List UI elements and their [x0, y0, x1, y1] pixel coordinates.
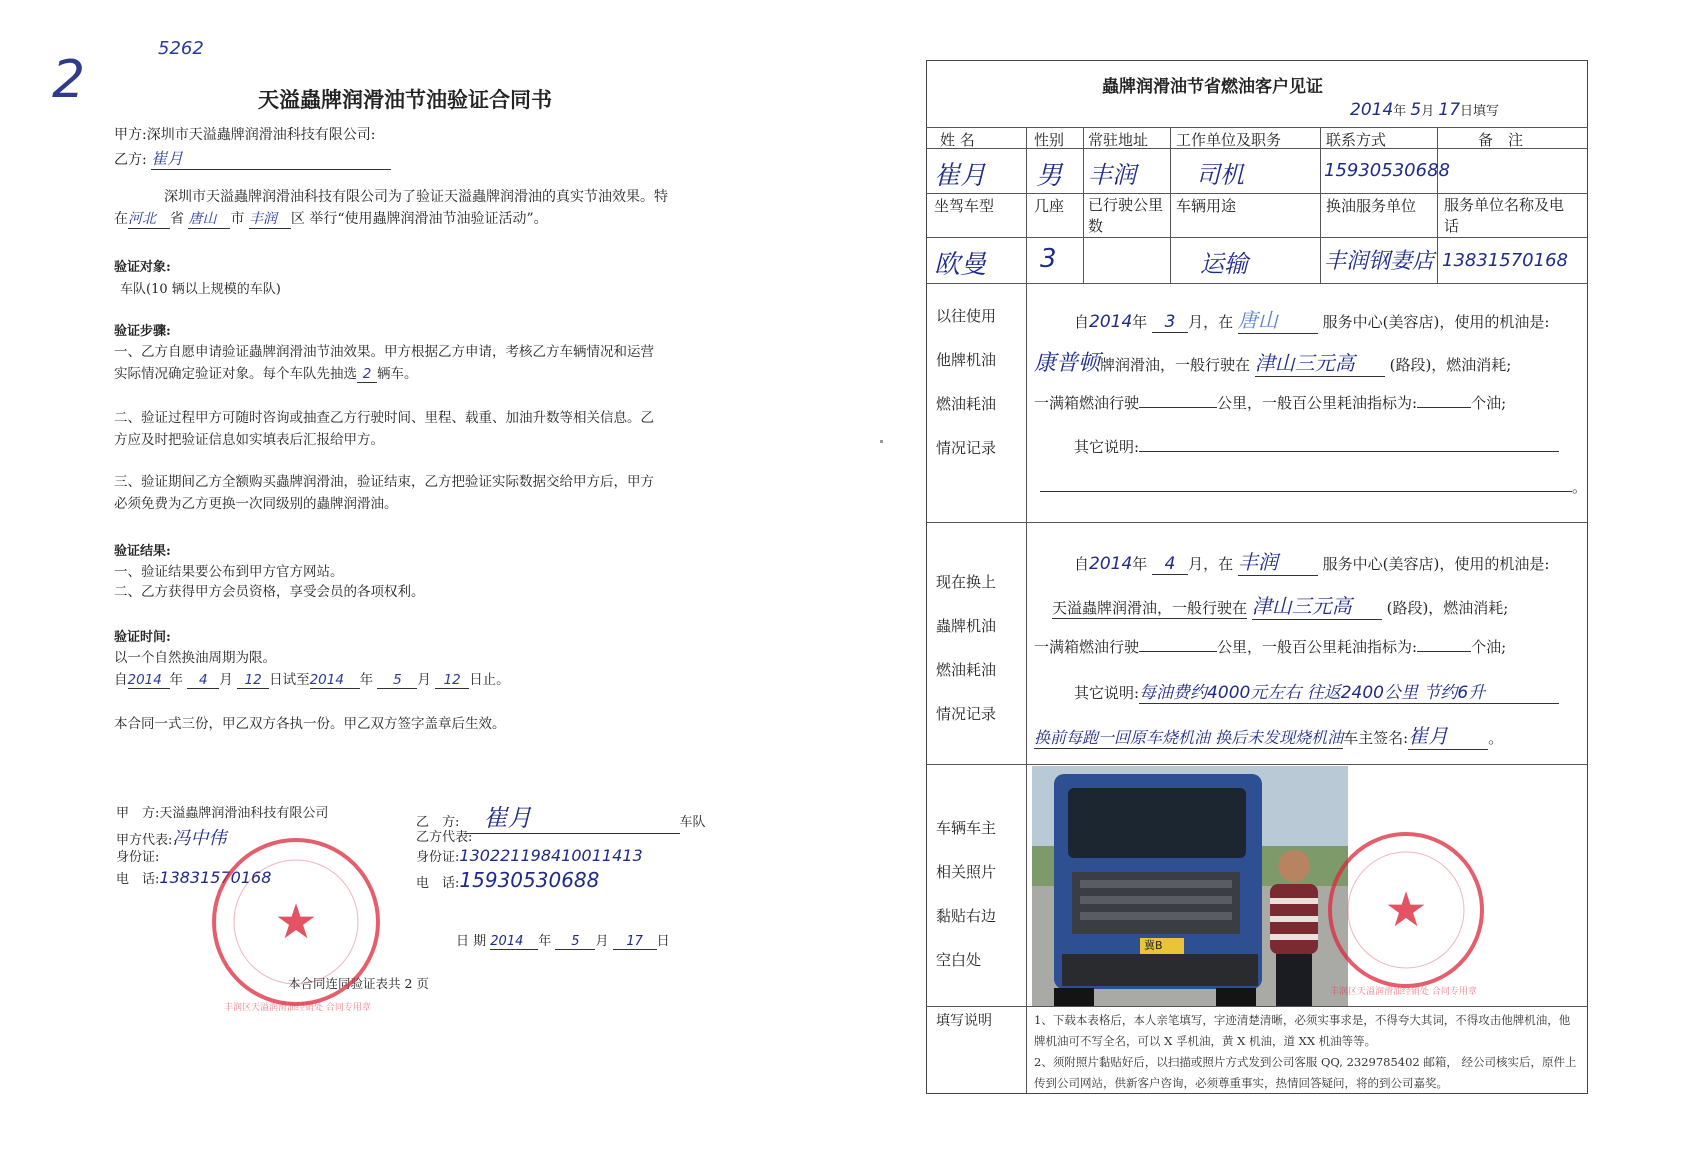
sig-a-rep-label: 甲方代表:: [116, 833, 173, 848]
step3-line1: 三、验证期间乙方全额购买蟲牌润滑油，验证结束，乙方把验证实际数据交给甲方后，甲方: [114, 474, 654, 490]
now-side-1: 现在换上: [936, 573, 997, 591]
now-month: 4: [1152, 554, 1188, 575]
start-year-unit: 年: [169, 672, 183, 688]
past-line3-end: ;: [1501, 394, 1507, 412]
now-oil: 个油: [1471, 638, 1502, 656]
date-label: 日 期: [456, 934, 487, 949]
photo-side-3: 黏贴右边: [936, 907, 997, 925]
grid-line: [1083, 127, 1084, 283]
value-gender: 男: [1036, 161, 1063, 191]
intro-line-2: [114, 208, 548, 229]
period-to: 日试至: [269, 672, 310, 688]
past-year-unit: 年: [1132, 313, 1148, 331]
sign-date-line: [456, 930, 670, 950]
now-place: 丰润: [1238, 546, 1318, 576]
owner-sign-label: 车主签名:: [1343, 729, 1409, 747]
header-seats: 几座: [1034, 197, 1065, 215]
owner-signature: 崔月: [1408, 720, 1488, 750]
now-range-prefix: 一满箱燃油行驶: [1034, 638, 1140, 656]
license-plate: 冀B: [1144, 939, 1163, 952]
steps-heading: 验证步骤:: [114, 324, 171, 339]
result-2: 二、乙方获得甲方会员资格，享受会员的各项权利。: [114, 584, 425, 600]
sig-a-id-label: 身份证:: [116, 850, 160, 865]
fill-date: [1350, 100, 1499, 120]
now-road-suffix: (路段)，燃油消耗;: [1386, 599, 1509, 617]
end-year: 2014: [310, 672, 360, 689]
fill-note-1: 1、下载本表格后，本人亲笔填写，字迹清楚清晰，必须实事求是，不得夸大其词，不得攻击他牌机油，他牌机油可不写全名，可以 X 孚机油，黄 X 机油，道 XX 机油等等。: [1034, 1013, 1571, 1048]
party-a-name: 深圳市天溢蟲牌润滑油科技有限公司:: [146, 127, 376, 143]
past-line5-end: 。: [1572, 478, 1588, 496]
object-text: 车队(10 辆以上规模的车队): [120, 282, 281, 297]
intro-text: 深圳市天溢蟲牌润滑油科技有限公司为了验证天溢蟲牌润滑油的真实节油效果。特: [164, 189, 668, 205]
scan-mark: [880, 440, 883, 443]
now-line-2: [1052, 590, 1508, 620]
now-line5-end: 。: [1488, 729, 1504, 747]
step1-suffix: 辆车。: [377, 366, 418, 382]
past-range-prefix: 一满箱燃油行驶: [1034, 394, 1140, 412]
grid-line: [1437, 127, 1438, 283]
star-icon: ★: [274, 894, 318, 950]
past-month: 3: [1152, 312, 1188, 333]
start-month: 4: [187, 672, 219, 689]
header-gender: 性别: [1034, 131, 1065, 149]
header-employer: 工作单位及职务: [1176, 131, 1282, 149]
step1-line2: [114, 362, 418, 383]
past-mid: 牌润滑油，一般行驶在: [1100, 356, 1251, 374]
header-service-contact: 服务单位名称及电话: [1444, 196, 1565, 235]
header-contact: 联系方式: [1326, 131, 1387, 149]
header-service-unit: 换油服务单位: [1326, 197, 1417, 215]
district-suffix: 区 举行“使用蟲牌润滑油节油验证活动”。: [290, 211, 548, 227]
right-seal-text: 丰润区天溢润滑油经销处 合同专用章: [1330, 987, 1477, 997]
header-name: 姓 名: [940, 131, 975, 149]
past-other-label: 其它说明:: [1074, 438, 1140, 456]
copies-text: 本合同一式三份，甲乙双方各执一份。甲乙双方签字盖章后生效。: [114, 716, 506, 732]
end-month-unit: 月: [417, 672, 431, 688]
result-heading: 验证结果:: [114, 544, 171, 559]
now-line-3: [1034, 636, 1506, 657]
now-other-label: 其它说明:: [1074, 684, 1140, 702]
notes-side: 填写说明: [936, 1013, 992, 1029]
now-line3-end: ;: [1501, 638, 1507, 656]
past-brand: 康普顿: [1034, 351, 1101, 376]
past-side-3: 燃油耗油: [936, 395, 997, 413]
header-mileage: 已行驶公里数: [1088, 196, 1164, 235]
now-month-unit: 月，在: [1188, 555, 1234, 573]
sig-b-id: 130221198410011413: [459, 846, 643, 865]
now-brand: 天溢蟲牌: [1052, 599, 1113, 617]
past-month-unit: 月，在: [1188, 313, 1234, 331]
sig-b-id-line: [416, 846, 643, 865]
value-name: 崔月: [934, 161, 987, 191]
fill-month-unit: 月: [1421, 104, 1435, 119]
header-address: 常驻地址: [1088, 131, 1149, 149]
contract-title: 天溢蟲牌润滑油节油验证合同书: [258, 87, 552, 112]
past-side-1: 以往使用: [936, 307, 997, 325]
period-end: 日止。: [469, 672, 510, 688]
past-line-3: [1034, 392, 1506, 413]
value-vehicle-model: 欧曼: [934, 250, 987, 280]
sig-b-label: 乙 方:: [416, 815, 460, 830]
start-year: 2014: [128, 672, 170, 689]
date-year-unit: 年: [538, 934, 552, 949]
city-suffix: 市: [230, 211, 245, 227]
past-km: 公里，一般百公里耗油指标为:: [1217, 394, 1418, 412]
result-1: 一、验证结果要公布到甲方官方网站。: [114, 564, 344, 580]
party-a-label: 甲方:: [114, 127, 147, 143]
intro-prefix: 在: [114, 211, 128, 227]
past-place: 唐山: [1238, 304, 1318, 334]
past-oil: 个油: [1471, 394, 1502, 412]
now-other-note-2: 换前每跑一回原车烧机油 换后未发现烧机油: [1034, 725, 1343, 749]
footer-note: 本合同连同验证表共 2 页: [288, 976, 429, 991]
grid-line: [1170, 127, 1171, 283]
fill-year-unit: 年: [1393, 104, 1407, 119]
now-suffix: 服务中心(美容店)，使用的机油是:: [1322, 555, 1550, 573]
step2-line2: 方应及时把验证信息如实填表后汇报给甲方。: [114, 432, 384, 448]
now-year: 2014: [1089, 554, 1133, 574]
value-contact: 15930530688: [1324, 160, 1450, 181]
grid-line: [1026, 127, 1027, 1093]
period-line: [114, 668, 510, 689]
past-road: 津山三元高: [1255, 347, 1385, 377]
now-line-4: [1074, 678, 1559, 704]
past-suffix: 服务中心(美容店)，使用的机油是:: [1322, 313, 1550, 331]
now-road: 津山三元高: [1252, 590, 1382, 620]
star-icon: ★: [1384, 882, 1428, 938]
step1-count: 2: [357, 366, 377, 383]
end-year-unit: 年: [359, 672, 374, 688]
end-day: 12: [435, 672, 469, 689]
past-prefix: 自: [1074, 313, 1090, 331]
sig-b-id-label: 身份证:: [416, 850, 460, 865]
now-side-2: 蟲牌机油: [936, 617, 997, 635]
province-value: 河北: [128, 208, 170, 229]
value-usage: 运输: [1200, 250, 1248, 278]
sig-b-phone-label: 电 话:: [416, 876, 460, 891]
sig-a-rep: 冯中伟: [172, 828, 227, 849]
object-heading: 验证对象:: [114, 260, 171, 275]
sig-a-line: [116, 802, 328, 821]
left-seal-text: 丰润区天溢润滑油经销处 合同专用章: [224, 1003, 371, 1013]
value-seats: 3: [1040, 244, 1057, 274]
past-line-5: [1040, 476, 1587, 497]
step2-line1: 二、验证过程甲方可随时咨询或抽查乙方行驶时间、里程、载重、加油升数等相关信息。乙: [114, 410, 654, 426]
date-month: 5: [555, 934, 595, 950]
date-month-unit: 月: [595, 934, 609, 949]
sig-a-phone: 13831570168: [159, 868, 272, 887]
company-seal-right: [1328, 832, 1484, 988]
district-value: 丰润: [249, 208, 291, 229]
value-service-unit: 丰润钢妻店: [1324, 249, 1435, 274]
photo-side-1: 车辆车主: [936, 819, 997, 837]
past-road-suffix: (路段)，燃油消耗;: [1389, 356, 1512, 374]
past-year: 2014: [1089, 312, 1133, 332]
city-value: 唐山: [188, 208, 230, 229]
past-line-2: [1034, 346, 1511, 377]
past-line-1: [1074, 304, 1549, 334]
party-a-line: [114, 124, 375, 144]
truck-photo-image: [1032, 766, 1348, 1006]
date-day-unit: 日: [656, 934, 670, 949]
step3-line2: 必须免费为乙方更换一次同级别的蟲牌润滑油。: [114, 496, 398, 512]
now-other-note: 每油费约4000元左右 往返2400公里 节约6升: [1139, 678, 1559, 704]
now-km: 公里，一般百公里耗油指标为:: [1217, 638, 1418, 656]
party-b-name: 崔月: [151, 146, 391, 170]
fill-year: 2014: [1350, 100, 1394, 120]
date-year: 2014: [490, 934, 538, 950]
past-side-4: 情况记录: [936, 439, 997, 457]
value-address: 丰润: [1088, 161, 1136, 189]
sig-a-label: 甲 方:: [116, 806, 160, 821]
sig-b-phone: 15930530688: [459, 868, 600, 892]
date-day: 17: [613, 934, 657, 950]
party-b-line: [114, 146, 391, 170]
start-month-unit: 月: [219, 672, 233, 688]
header-usage: 车辆用途: [1176, 197, 1237, 215]
now-mid: 润滑油，一般行驶在: [1112, 599, 1248, 617]
time-heading: 验证时间:: [114, 630, 171, 645]
now-prefix: 自: [1074, 555, 1090, 573]
period-prefix: 自: [114, 672, 128, 688]
now-line-5: [1034, 720, 1503, 750]
value-employer: 司机: [1196, 161, 1244, 189]
time-text: 以一个自然换油周期为限。: [114, 650, 276, 666]
past-side-2: 他牌机油: [936, 351, 997, 369]
now-year-unit: 年: [1132, 555, 1148, 573]
now-side-4: 情况记录: [936, 705, 997, 723]
fill-suffix: 日填写: [1460, 104, 1500, 119]
company-seal: [212, 838, 380, 1006]
start-day: 12: [237, 672, 269, 689]
past-line-4: [1074, 436, 1559, 457]
province-suffix: 省: [170, 211, 184, 227]
value-service-contact: 13831570168: [1442, 250, 1568, 271]
sig-a-phone-label: 电 话:: [116, 872, 160, 887]
step1-prefix: 实际情况确定验证对象。每个车队先抽选: [114, 366, 357, 382]
fill-note-2: 2、须附照片黏贴好后，以扫描或照片方式发到公司客服 QQ, 2329785402 邮箱， 经公司核实后，原件上传到公司网站，供新客户咨询，必须尊重事实，热情回答疑问，将的到公司嘉奖。: [1034, 1055, 1577, 1090]
corner-note: 5262: [158, 38, 204, 59]
sig-b-phone-line: [416, 868, 599, 892]
step1-line1: 一、乙方自愿申请验证蟲牌润滑油节油效果。甲方根据乙方申请，考核乙方车辆情况和运营: [114, 344, 654, 360]
truck-owner-photo: [1032, 766, 1348, 1006]
fill-day: 17: [1438, 100, 1461, 120]
sig-b-name: 崔月: [464, 798, 680, 834]
sig-a-name: 天溢蟲牌润滑油科技有限公司: [159, 806, 329, 821]
page-number: 2: [52, 50, 86, 110]
party-b-label: 乙方:: [114, 152, 147, 168]
sig-b-suffix: 车队: [679, 815, 706, 830]
photo-side-4: 空白处: [936, 951, 982, 969]
form-title: 蟲牌润滑油节省燃油客户见证: [1102, 77, 1323, 97]
header-remarks: 备 注: [1478, 131, 1524, 149]
sig-b-rep-label: 乙方代表:: [416, 830, 473, 845]
photo-side-2: 相关照片: [936, 863, 997, 881]
grid-line: [1320, 127, 1321, 283]
now-side-3: 燃油耗油: [936, 661, 997, 679]
fill-month: 5: [1410, 100, 1422, 120]
end-month: 5: [377, 672, 417, 689]
now-line-1: [1074, 546, 1549, 576]
header-vehicle-model: 坐驾车型: [934, 197, 995, 215]
